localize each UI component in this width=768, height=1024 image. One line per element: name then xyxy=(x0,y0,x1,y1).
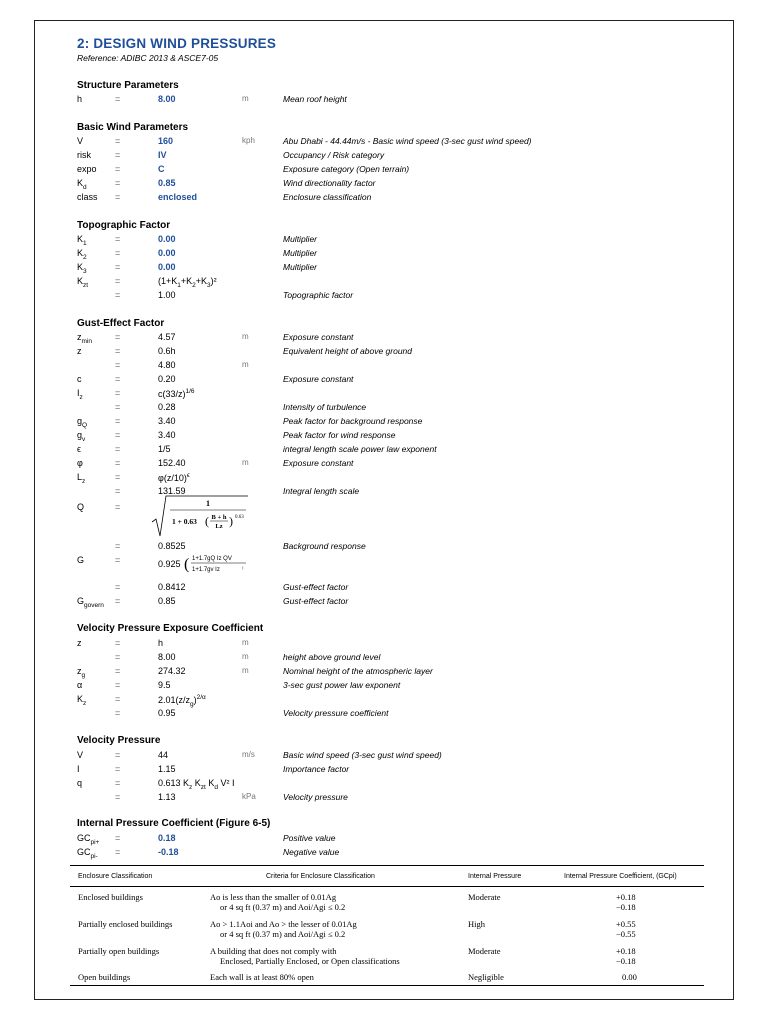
svg-text:1: 1 xyxy=(206,499,210,508)
table-row: Open buildings Each wall is at least 80% open Negligible 0.00 xyxy=(78,972,637,982)
svg-text:0.925: 0.925 xyxy=(158,559,181,569)
row-Lz-val: = 131.59 Integral length scale xyxy=(115,486,360,496)
row-Lz: $L_z$ = $\varphi(z/10)^\epsilon$ xyxy=(77,472,190,485)
row-class: class = enclosed Enclosure classification xyxy=(77,192,372,202)
svg-text:1+1.7gQ Iz QV: 1+1.7gQ Iz QV xyxy=(192,556,232,562)
row-GCpi-neg: $GC_{pi-}$ = -0.18 Negative value xyxy=(77,847,340,860)
row-eps: ϵ = 1/5 integral length scale power law exponent xyxy=(77,444,437,454)
page-title: 2: DESIGN WIND PRESSURES xyxy=(77,36,277,51)
row-z-val: = 4.80 m xyxy=(115,360,249,370)
row-I: I = 1.15 Importance factor xyxy=(77,764,350,774)
row-K3: $K_3$ = 0.00 Multiplier xyxy=(77,262,318,275)
row-Kzt-val: = 1.00 Topographic factor xyxy=(115,290,354,300)
svg-text:B + h: B + h xyxy=(211,514,227,521)
row-h: h = 8.00 m Mean roof height xyxy=(77,94,347,104)
section-gust: Gust-Effect Factor xyxy=(77,318,165,329)
row-Q: Q = xyxy=(77,502,121,512)
row-Kzt: $K_{zt}$ = $(1+K_1+K_2+K_3)^2$ xyxy=(77,276,217,289)
section-topo: Topographic Factor xyxy=(77,220,171,231)
row-Iz-val: = 0.28 Intensity of turbulence xyxy=(115,402,367,412)
section-ipc: Internal Pressure Coefficient (Figure 6-5) xyxy=(77,818,271,829)
row-Ggovern: $G_{govern}$ = 0.85 Gust-effect factor xyxy=(77,596,349,609)
row-Kz-val: = 0.95 Velocity pressure coefficient xyxy=(115,708,389,718)
section-vp: Velocity Pressure xyxy=(77,735,161,746)
row-q: q = 0.613 $K_z$ $K_{zt}$ $K_d$ V² I xyxy=(77,778,235,791)
row-K1: $K_1$ = 0.00 Multiplier xyxy=(77,234,318,247)
section-vpec: Velocity Pressure Exposure Coefficient xyxy=(77,623,264,634)
row-GCpi-pos: $GC_{pi+}$ = 0.18 Positive value xyxy=(77,833,336,846)
table-row: Partially open buildings A building that does not comply with Enclosed, Partially Enclosed, or Open classifications Moderate +0.18 −0.18 xyxy=(78,946,636,966)
row-zmin: $z_{min}$ = 4.57 m Exposure constant xyxy=(77,332,354,345)
row-alpha: α = 9.5 3-sec gust power law exponent xyxy=(77,680,401,690)
row-Iz: $I_z$ = $c(33/z)^{1/6}$ xyxy=(77,388,195,401)
table-row: Enclosed buildings Ao is less than the smaller of 0.01Ag or 4 sq ft (0.37 m) and Aoi/Agi ≤ 0.2 Moderate +0.18 −0.18 xyxy=(78,892,636,912)
symbol: h xyxy=(77,94,83,104)
table-bottom-rule xyxy=(70,985,704,986)
reference: Reference: ADIBC 2013 & ASCE7-05 xyxy=(77,53,219,63)
svg-text:0.63: 0.63 xyxy=(235,515,244,520)
row-gv: $g_v$ = 3.40 Peak factor for wind response xyxy=(77,430,396,443)
row-V2: V = 44 m/s Basic wind speed (3-sec gust wind speed) xyxy=(77,750,442,760)
row-c: c = 0.20 Exposure constant xyxy=(77,374,354,384)
row-q-val: = 1.13 kPa Velocity pressure xyxy=(115,792,348,802)
row-G: G = xyxy=(77,555,121,565)
row-gQ: $g_Q$ = 3.40 Peak factor for background response xyxy=(77,416,423,429)
row-z2: z = h m xyxy=(77,638,249,648)
row-expo: expo = C Exposure category (Open terrain) xyxy=(77,164,410,174)
row-Kd: $K_d$ = 0.85 Wind directionality factor xyxy=(77,178,376,191)
row-G-val: = 0.8412 Gust-effect factor xyxy=(115,582,349,592)
row-phi: φ = 152.40 m Exposure constant xyxy=(77,458,354,468)
section-structure: Structure Parameters xyxy=(77,80,179,91)
Q-equation xyxy=(150,494,250,540)
table-header: Enclosure Classification Criteria for Enclosure Classification Internal Pressure Internal Pressure Coefficient, (GCpi) xyxy=(70,865,704,887)
table-row: Partially enclosed buildings Ao > 1.1Aoi and Ao > the lesser of 0.01Ag or 4 sq ft (0.37 m) and Aoi/Agi ≤ 0.2 High +0.55 −0.55 xyxy=(78,919,636,939)
row-z: z = 0.6h Equivalent height of above ground xyxy=(77,346,413,356)
row-K2: $K_2$ = 0.00 Multiplier xyxy=(77,248,318,261)
svg-text:1 + 0.63: 1 + 0.63 xyxy=(172,517,197,526)
svg-text:1+1.7gv Iz: 1+1.7gv Iz xyxy=(192,567,220,573)
G-equation xyxy=(156,551,248,577)
svg-text:⁾: ⁾ xyxy=(242,567,244,573)
row-z2-val: = 8.00 m height above ground level xyxy=(115,652,381,662)
svg-text:): ) xyxy=(229,514,233,528)
row-zg: $z_g$ = 274.32 m Nominal height of the atmospheric layer xyxy=(77,666,433,679)
row-risk: risk = IV Occupancy / Risk category xyxy=(77,150,385,160)
row-Q-val: = 0.8525 Background response xyxy=(115,541,366,551)
section-basic: Basic Wind Parameters xyxy=(77,122,189,133)
svg-text:(: ( xyxy=(205,514,209,528)
svg-text:(: ( xyxy=(184,556,190,573)
row-V: V = 160 kph Abu Dhabi - 44.44m/s - Basic wind speed (3-sec gust wind speed) xyxy=(77,136,532,146)
row-Kz: $K_z$ = $2.01(z/z_g)^{2/\alpha}$ xyxy=(77,694,206,708)
svg-text:Lz: Lz xyxy=(215,523,223,530)
